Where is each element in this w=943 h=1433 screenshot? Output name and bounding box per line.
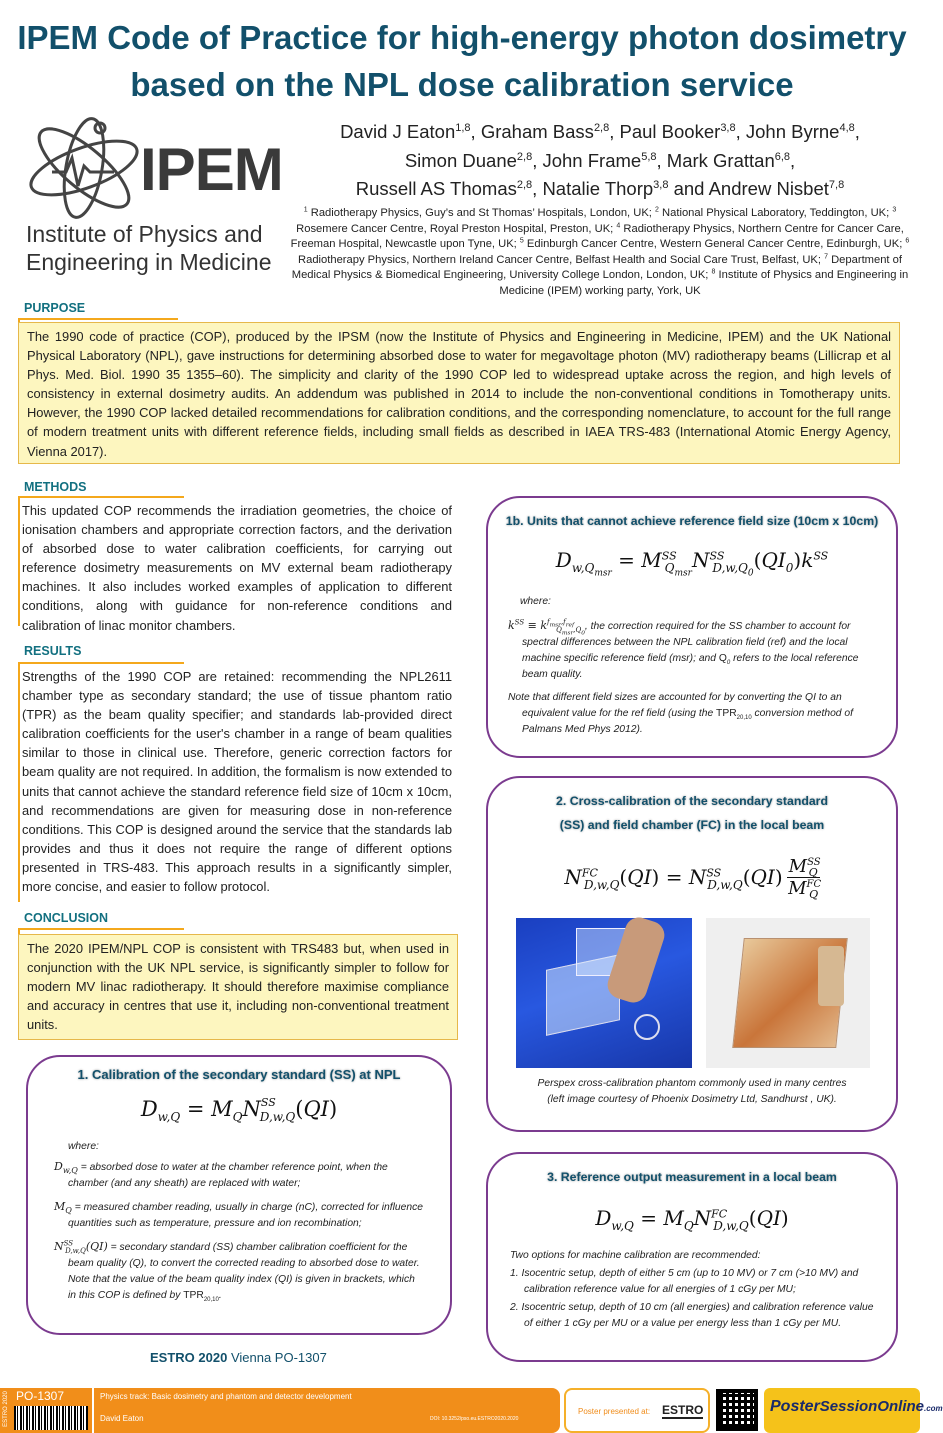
affil-text: National Physical Laboratory, Teddington, UK; bbox=[658, 207, 893, 219]
affil-num: 3 bbox=[892, 206, 897, 214]
author-affil: 3,8 bbox=[720, 121, 736, 134]
symbol-nss: $N^{SS}_{D,w,Q}(QI)$ bbox=[54, 1239, 108, 1256]
logo-name-line1: Institute of Physics and bbox=[26, 221, 263, 247]
def-q: Q bbox=[718, 653, 727, 664]
option-num: 2. bbox=[510, 1302, 519, 1313]
footer-doi: DOI: 10.3252/pso.eu.ESTRO2020.2020 bbox=[430, 1416, 519, 1422]
phantom-photo-left bbox=[516, 918, 692, 1068]
panel1b-note bbox=[508, 690, 876, 738]
author-affil: 3,8 bbox=[653, 178, 669, 191]
note-text: conversion method of Palmans Med Phys 2012). bbox=[522, 708, 853, 735]
author: , John Frame bbox=[532, 149, 642, 171]
affil-text: Rosemere Cancer Centre, Royal Preston Hospital, Preston, UK; bbox=[296, 222, 617, 235]
logo-name-line2: Engineering in Medicine bbox=[26, 249, 272, 275]
affil-text: Radiotherapy Physics, Northern Centre for Cancer Care, Freeman Hospital, Newcastle upon Tyne, UK; bbox=[290, 222, 904, 251]
author: , Graham Bass bbox=[470, 121, 594, 142]
affil-text: Department of Medical Physics & Biomedical Engineering, University College London, London, UK; bbox=[291, 253, 902, 282]
estro-logo: ESTRO bbox=[662, 1403, 704, 1417]
footer-bar bbox=[94, 1388, 560, 1433]
title-line-2: based on the NPL dose calibration service bbox=[130, 66, 794, 103]
author-affil: 2,8 bbox=[516, 150, 533, 163]
estro-rest: Vienna PO-1307 bbox=[227, 1350, 327, 1365]
atom-icon bbox=[22, 110, 152, 220]
author: , Mark Grattan bbox=[656, 149, 775, 171]
purpose-box: The 1990 code of practice (COP), produced by the IPSM (now the Institute of Physics and Engineering in Medicine, IPEM) and the UK National Physical Laboratory (NPL), gave instructions for determining absorbed dose to water for megavoltage photon (MV) radiotherapy beams (Lillicrap et al Phys. Med. Biol. 1990 35 1355–60). The simplicity and clarity of the 1990 COP led to widespread uptake across the region, and high levels of consistency in external dosimetry audits. An addendum was published in 2014 to include the non-conventional conditions in Tomotherapy units. However, the 1990 COP lacked detailed recommendations for calibration conditions, and the corresponding nomenclature, to account for the full range of modern treatment units with different reference fields, including small fields as described in IAEA TRS-483 (International Atomic Energy Agency, Vienna 2017). bbox=[18, 322, 900, 464]
option-num: 1. bbox=[510, 1268, 519, 1279]
author: David J Eaton bbox=[340, 121, 456, 142]
author: , John Byrne bbox=[735, 121, 840, 142]
panel2-equation: $N^{FC}_{D,w,Q}(QI) = N^{SS}_{D,w,Q}(QI)$ $M^{SS}_Q$ $M^{FC}_Q$ bbox=[564, 855, 822, 902]
pso-part2: SessionOnline bbox=[819, 1398, 924, 1415]
author-affil: 6,8 bbox=[774, 150, 791, 163]
ipem-logo bbox=[20, 110, 288, 290]
author-list bbox=[290, 118, 910, 204]
panel1-def-reading bbox=[54, 1199, 424, 1232]
panel-calibration-ss bbox=[26, 1055, 452, 1335]
title-line-1: IPEM Code of Practice for high-energy photon dosimetry bbox=[17, 19, 907, 56]
footer-author: David Eaton bbox=[100, 1414, 144, 1423]
author-affil: 2,8 bbox=[516, 178, 533, 191]
author: , Paul Booker bbox=[609, 121, 721, 142]
def-text: refers to the local reference beam quality. bbox=[522, 653, 859, 680]
affil-num: 6 bbox=[905, 237, 910, 245]
affil-text: Radiotherapy Physics, Guy’s and St Thomas’ Hospitals, London, UK; bbox=[307, 207, 656, 219]
panel3-option-2 bbox=[510, 1300, 880, 1332]
affil-text: Edinburgh Cancer Centre, Western General Cancer Centre, Edinburgh, UK; bbox=[523, 238, 906, 251]
qr-code-icon bbox=[716, 1389, 758, 1431]
option-text: Isocentric setup, depth of either 5 cm (up to 10 MV) or 7 cm (>10 MV) and calibration reference value for all energies of 1 cGy per MU; bbox=[521, 1268, 859, 1295]
methods-text: This updated COP recommends the irradiation geometries, the choice of ionisation chambers and appropriate correction factors, and the derivation of absorbed dose to water calibration coefficients, for carrying out reference dosimetry measurements on MV external beam radiotherapy machines. It also includes worked examples of application to different conditions, along with guidance for non-reference conditions and calibration of linac monitor chambers. bbox=[22, 503, 452, 633]
def-q-sub: 0 bbox=[726, 660, 731, 667]
panel2-caption-line1: Perspex cross-calibration phantom commonly used in many centres bbox=[537, 1078, 847, 1089]
author: , Natalie Thorp bbox=[532, 178, 654, 199]
estro-bold: ESTRO 2020 bbox=[150, 1350, 228, 1365]
tpr-sub: 20,10 bbox=[736, 715, 752, 722]
author: Russell AS Thomas bbox=[355, 178, 517, 199]
affiliations bbox=[290, 206, 910, 300]
def-text: = measured chamber reading, usually in charge (nC), corrected for influence quantities such as temperature, pressure and ion recombination; bbox=[68, 1202, 423, 1229]
barcode-icon bbox=[14, 1406, 88, 1430]
symbol-mq: $M_Q$ bbox=[54, 1200, 72, 1216]
panel3-equation: $D_{w,Q} = M_QN^{FC}_{D,w,Q}(QI)$ bbox=[595, 1206, 789, 1233]
footer-code: PO-1307 bbox=[16, 1389, 65, 1403]
author: and Andrew Nisbet bbox=[668, 178, 829, 199]
panel1-where: where: bbox=[68, 1141, 99, 1152]
author-sep: , bbox=[790, 149, 796, 171]
author-sep: , bbox=[854, 121, 860, 142]
panel1-def-dose bbox=[54, 1159, 424, 1192]
affil-num: 5 bbox=[519, 237, 524, 245]
symbol-dwq: $D_{w,Q}$ bbox=[54, 1160, 78, 1176]
panel1-title: 1. Calibration of the secondary standard (SS) at NPL bbox=[77, 1067, 401, 1082]
tpr-label: TPR bbox=[183, 1290, 204, 1301]
tpr-label: TPR bbox=[716, 708, 737, 719]
results-heading: RESULTS bbox=[24, 644, 82, 658]
poster-session-online-logo bbox=[764, 1388, 943, 1433]
affil-text: Institute of Physics and Engineering in Medicine (IPEM) working party, York, UK bbox=[499, 269, 909, 297]
phantom-photo-right bbox=[706, 918, 870, 1068]
panel3-option-1 bbox=[510, 1266, 880, 1298]
pso-part1: Poster bbox=[770, 1398, 820, 1415]
panel2-title-line1: 2. Cross-calibration of the secondary standard bbox=[556, 794, 828, 808]
panel-cross-calibration bbox=[486, 776, 898, 1132]
footer-code-box bbox=[0, 1388, 92, 1433]
poster-title bbox=[0, 14, 924, 108]
def-text: = absorbed dose to water at the chamber reference point, when the chamber (and any sheath) are replaced with water; bbox=[68, 1162, 388, 1189]
conclusion-box: The 2020 IPEM/NPL COP is consistent with TRS483 but, when used in conjunction with the UK NPL service, is significantly simpler to follow for modern MV linac radiotherapy. It should therefore maximise compliance and accuracy in centres that use it, including non-conventional treatment units. bbox=[18, 934, 458, 1040]
panel-units-nonref bbox=[486, 496, 898, 758]
symbol-kss: $k^{SS} \equiv k^{f_{msr},f_{ref}}_{Q_{msr},Q_0}$ bbox=[508, 618, 585, 637]
author-affil: 1,8 bbox=[455, 121, 471, 134]
affil-num: 8 bbox=[711, 268, 716, 276]
author: Simon Duane bbox=[404, 149, 517, 171]
purpose-heading: PURPOSE bbox=[24, 301, 86, 315]
panel3-intro: Two options for machine calibration are recommended: bbox=[510, 1250, 761, 1261]
author-affil: 5,8 bbox=[641, 150, 657, 163]
panel3-title: 3. Reference output measurement in a local beam bbox=[547, 1170, 837, 1184]
author-affil: 7,8 bbox=[828, 178, 845, 191]
affil-text: Radiotherapy Physics, Northern Ireland Cancer Centre, Belfast Health and Social Care Trust, Belfast, UK; bbox=[298, 253, 825, 266]
logo-acronym: IPEM bbox=[140, 136, 283, 203]
footer-presented-text: Poster presented at: bbox=[578, 1407, 651, 1416]
panel1-def-coefficient bbox=[54, 1239, 424, 1304]
footer-presented-box bbox=[564, 1388, 710, 1433]
panel-reference-output bbox=[486, 1152, 898, 1362]
panel2-caption-line2: (left image courtesy of Phoenix Dosimetry Ltd, Sandhurst , UK). bbox=[547, 1094, 837, 1105]
methods-heading: METHODS bbox=[24, 480, 87, 494]
affil-num: 7 bbox=[824, 253, 828, 261]
panel1-equation: $D_{w,Q} = M_QN^{SS}_{D,w,Q}(QI)$ bbox=[140, 1096, 338, 1125]
panel2-title-line2: (SS) and field chamber (FC) in the local beam bbox=[559, 818, 825, 832]
affil-num: 4 bbox=[616, 221, 621, 229]
conclusion-heading: CONCLUSION bbox=[24, 911, 109, 925]
panel1b-def-k bbox=[508, 618, 876, 683]
def-text: . bbox=[218, 1290, 222, 1301]
option-text: Isocentric setup, depth of 10 cm (all energies) and calibration reference value of either 1 cGy per MU or a value per energy less than 1 cGy per MU. bbox=[521, 1302, 874, 1329]
pso-part3: .com bbox=[924, 1404, 943, 1413]
footer-side-label: ESTRO 2020 bbox=[2, 1391, 9, 1427]
results-text: Strengths of the 1990 COP are retained: recommending the NPL2611 chamber type as secondary standard; the use of tissue phantom ratio (TPR) as the beam quality specifier; and standards lab-provided direct calibration coefficients for the user's chamber in a range of beam qualities similar to those in clinical use. Therefore, generic correction factors for beam quality are not required. In addition, the formalism is now extended to units that cannot achieve the standard reference field size of 10cm x 10cm, and recommendations are given for measuring dose in non-reference conditions. This COP is designed around the service that the standards lab provides and thus it does not require the range of different options presented in TRS-483. This approach results in a significantly simpler, more concise, and easier to follow protocol. bbox=[22, 669, 452, 895]
affil-num: 1 bbox=[303, 206, 308, 214]
tpr-sub: 20,10 bbox=[203, 1297, 219, 1304]
author-affil: 2,8 bbox=[593, 121, 610, 134]
panel1b-equation: $D_{w,Q_{msr}} = M^{SS}_{Q_{msr}}N^{SS}_{D,w,Q_0}(QI_0)k^{SS}$ bbox=[555, 548, 829, 579]
note-text: Note that different field sizes are accounted for by converting the QI to an equivalent value for the ref field (using the bbox=[508, 692, 842, 719]
panel1b-where: where: bbox=[520, 596, 551, 607]
def-text: . Note that the value of the beam quality index (QI) is given in brackets, which in this COP is defined by bbox=[68, 1258, 420, 1301]
estro-label bbox=[150, 1350, 327, 1365]
footer-track: Physics track: Basic dosimetry and phantom and detector development bbox=[100, 1392, 352, 1401]
def-text: , the correction required for the SS chamber to account for spectral differences between the NPL calibration field (ref) and the local machine specific reference field (msr); and bbox=[522, 621, 851, 664]
panel1b-title: 1b. Units that cannot achieve reference field size (10cm x 10cm) bbox=[505, 514, 879, 528]
def-text: = secondary standard (SS) chamber calibration coefficient for the beam quality (Q), to convert the corrected reading to absorbed dose to water bbox=[68, 1242, 417, 1269]
author-affil: 4,8 bbox=[839, 121, 855, 134]
affil-num: 2 bbox=[655, 206, 659, 214]
